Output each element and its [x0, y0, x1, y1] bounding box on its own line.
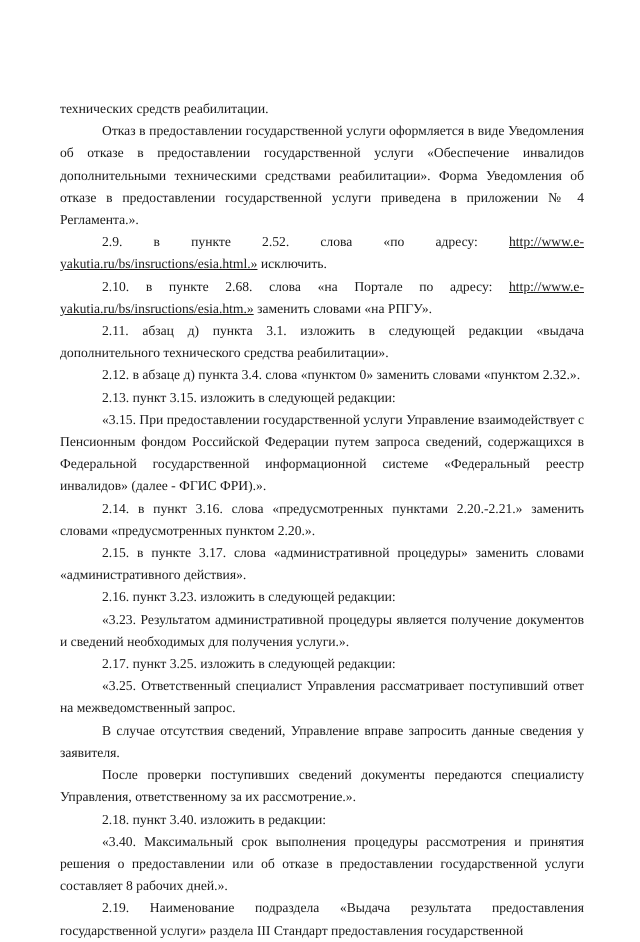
paragraph-2-9-after: исключить.	[257, 256, 327, 272]
paragraph-2-15: 2.15. в пункте 3.17. слова «административной процедуры» заменить словами «административного действия».	[60, 545, 584, 583]
paragraph-2-11: 2.11. абзац д) пункта 3.1. изложить в следующей редакции «выдача дополнительного технического средства реабилитации».	[60, 323, 584, 361]
paragraph-2-9	[60, 231, 584, 275]
paragraph-3-25-quote: «3.25. Ответственный специалист Управления рассматривает поступивший ответ на межведомственный запрос.	[60, 678, 584, 716]
paragraph-2-13: 2.13. пункт 3.15. изложить в следующей редакции:	[102, 389, 396, 405]
paragraph-3-15-quote: «3.15. При предоставлении государственной услуги Управление взаимодействует с Пенсионным фондом Российской Федерации путем запроса сведений, содержащихся в Федеральной государственной информационной системе «Федеральный реестр инвалидов» (далее - ФГИС ФРИ).».	[60, 411, 584, 494]
paragraph-2-10-after: заменить словами «на РПГУ».	[253, 300, 433, 316]
paragraph-continuation: технических средств реабилитации.	[60, 101, 269, 116]
paragraph-3-40-quote: «3.40. Максимальный срок выполнения процедуры рассмотрения и принятия решения о предоставлении или об отказе в предоставлении государственной услуги составляет 8 рабочих дней.».	[60, 833, 584, 894]
paragraph-2-9-before: 2.9. в пункте 2.52. слова «по адресу:	[102, 234, 509, 250]
link-esia-htm[interactable]: http://www.e-yakutia.ru/bs/insructions/esia.htm.»	[60, 278, 584, 316]
paragraph-2-12: 2.12. в абзаце д) пункта 3.4. слова «пунктом 0» заменить словами «пунктом 2.32.».	[102, 367, 581, 383]
paragraph-2-14: 2.14. в пункт 3.16. слова «предусмотренных пунктами 2.20.-2.21.» заменить словами «предусмотренных пунктом 2.20.».	[60, 500, 584, 538]
paragraph-2-17: 2.17. пункт 3.25. изложить в следующей редакции:	[102, 656, 396, 672]
paragraph-2-16: 2.16. пункт 3.23. изложить в следующей редакции:	[102, 589, 396, 605]
paragraph-3-23-quote: «3.23. Результатом административной процедуры является получение документов и сведений необходимых для получения услуги.».	[60, 611, 584, 649]
paragraph-2-10	[60, 276, 584, 320]
link-esia-html[interactable]: http://www.e-yakutia.ru/bs/insructions/esia.html.»	[60, 234, 584, 272]
paragraph-refusal-notice: Отказ в предоставлении государственной услуги оформляется в виде Уведомления об отказе в предоставлении государственной услуги «Обеспечение инвалидов дополнительными техническими средствами реабилитации». Форма Уведомления об отказе в предоставлении государственной услуги приведена в приложении № 4 Регламента.».	[60, 123, 584, 228]
paragraph-2-18: 2.18. пункт 3.40. изложить в редакции:	[102, 811, 326, 827]
paragraph-missing-info: В случае отсутствия сведений, Управление вправе запросить данные сведения у заявителя.	[60, 722, 584, 760]
paragraph-after-check: После проверки поступивших сведений документы передаются специалисту Управления, ответственному за их рассмотрение.».	[60, 767, 584, 805]
paragraph-2-19: 2.19. Наименование подраздела «Выдача результата предоставления государственной услуги» раздела III Стандарт предоставления государственной	[60, 900, 584, 938]
paragraph-2-10-before: 2.10. в пункте 2.68. слова «на Портале по адресу:	[102, 278, 509, 294]
